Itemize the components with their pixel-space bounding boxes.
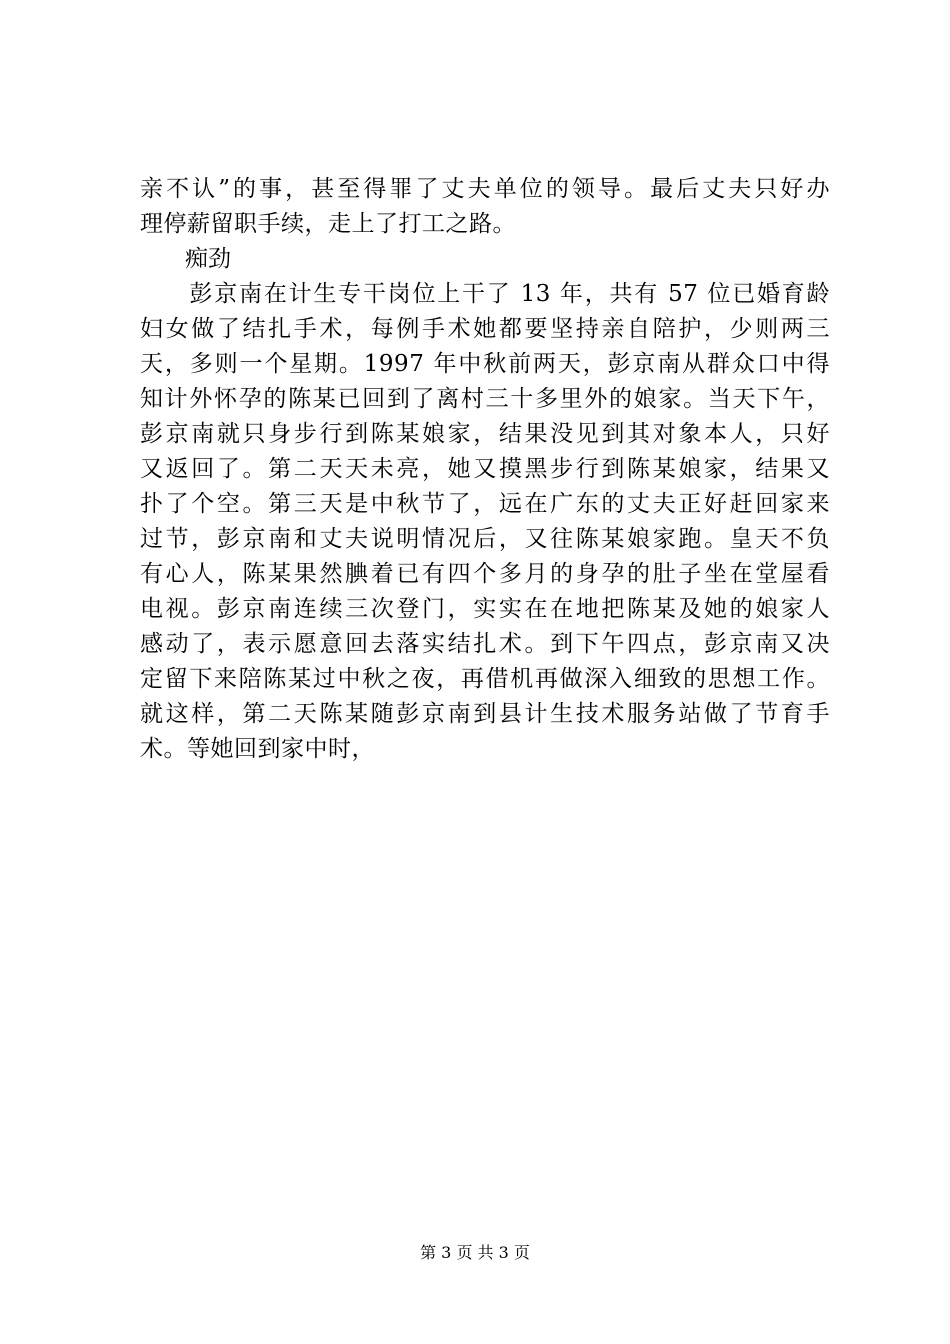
paragraph-2-line-11: 感动了，表示愿意回去落实结扎术。到下午四点，彭京南又决 — [140, 631, 830, 657]
paragraph-2-line-5: 彭京南就只身步行到陈某娘家，结果没见到其对象本人，只好 — [140, 421, 830, 447]
paragraph-2-line-7: 扑了个空。第三天是中秋节了，远在广东的丈夫正好赶回家来 — [140, 491, 830, 517]
paragraph-2-line-6: 又返回了。第二天天未亮，她又摸黑步行到陈某娘家，结果又 — [140, 456, 830, 482]
paragraph-2-line-9: 有心人，陈某果然腆着已有四个多月的身孕的肚子坐在堂屋看 — [140, 561, 830, 587]
document-body — [140, 172, 830, 767]
paragraph-2-line-2: 妇女做了结扎手术，每例手术她都要坚持亲自陪护，少则两三 — [140, 316, 830, 342]
paragraph-2-line-3: 天，多则一个星期。1997 年中秋前两天，彭京南从群众口中得 — [140, 351, 830, 377]
paragraph-2-line-12: 定留下来陪陈某过中秋之夜，再借机再做深入细致的思想工作。 — [140, 666, 830, 692]
paragraph-2-line-8: 过节，彭京南和丈夫说明情况后，又往陈某娘家跑。皇天不负 — [140, 526, 830, 552]
paragraph-1-line-1: 亲不认”的事，甚至得罪了丈夫单位的领导。最后丈夫只好办 — [140, 176, 830, 202]
paragraph-2-line-13: 就这样，第二天陈某随彭京南到县计生技术服务站做了节育手 — [140, 701, 830, 727]
paragraph-2-line-14: 术。等她回到家中时， — [140, 736, 375, 762]
section-heading: 痴劲 — [185, 246, 231, 272]
paragraph-2-line-10: 电视。彭京南连续三次登门，实实在在地把陈某及她的娘家人 — [140, 596, 830, 622]
paragraph-1-line-2: 理停薪留职手续，走上了打工之路。 — [140, 211, 516, 237]
paragraph-2-line-1: 彭京南在计生专干岗位上干了 13 年，共有 57 位已婚育龄 — [140, 281, 830, 307]
paragraph-2-line-4: 知计外怀孕的陈某已回到了离村三十多里外的娘家。当天下午， — [140, 386, 830, 412]
page-footer: 第 3 页 共 3 页 — [420, 1243, 530, 1262]
